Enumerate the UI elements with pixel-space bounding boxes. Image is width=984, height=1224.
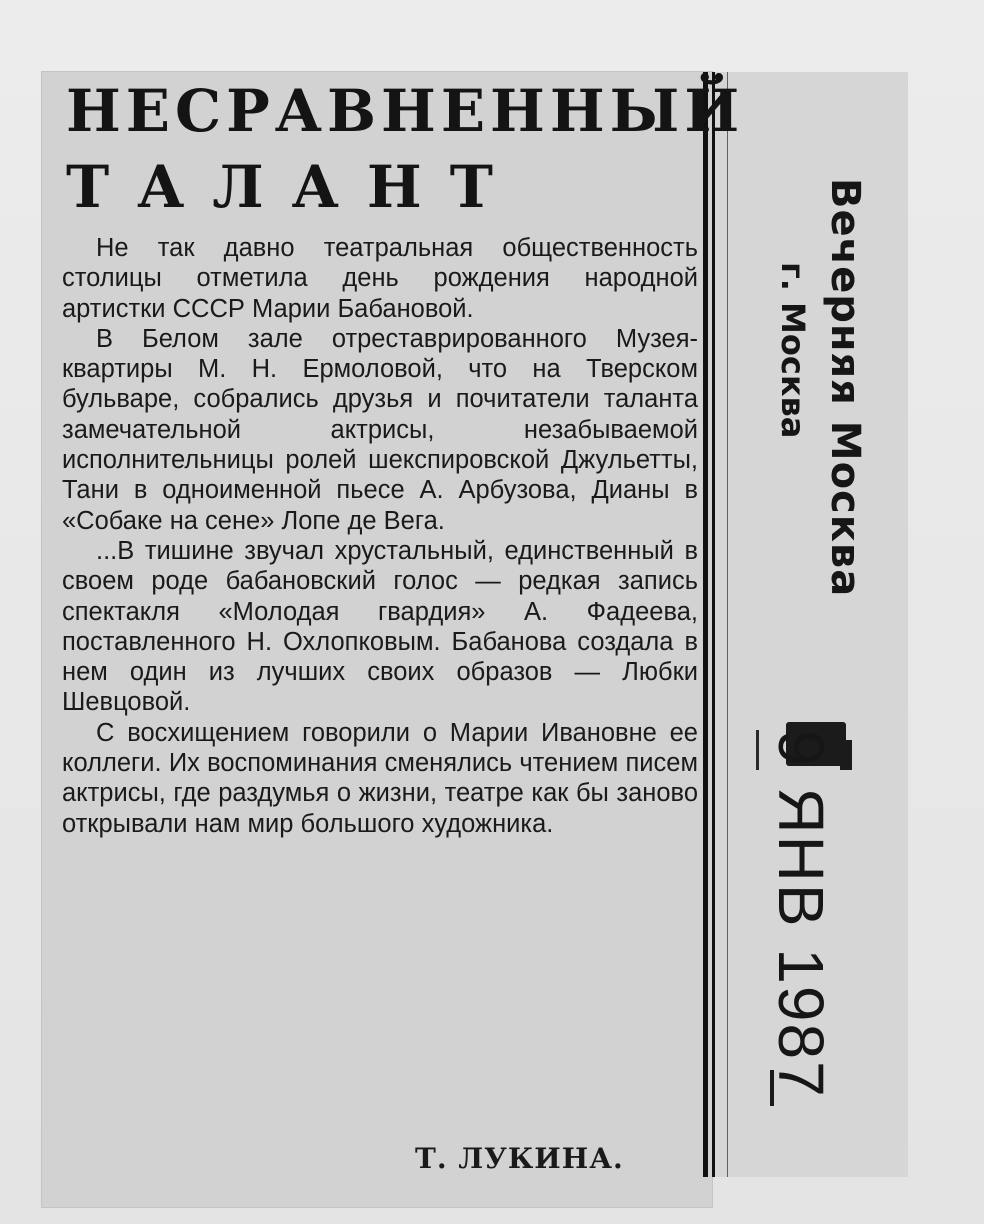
article-paragraph-3: ...В тишине звучал хрустальный, единственный в своем роде бабановский голос — редкая запись спектакля «Молодая гвардия» А. Фадеева, поставленного Н. Охлопковым. Бабанова создала в нем один из лучших своих образов — Любки Шевцовой. [62,536,698,717]
divider-rule [703,72,708,1177]
date-stamp: 9 ЯНВ 1987 [765,730,837,1099]
article-paragraph-4: С восхищением говорили о Марии Ивановне ее коллеги. Их воспоминания сменялись чтением писем актрисы, где раздумья о жизни, театре как бы заново открывали нам мир большого художника. [62,718,698,838]
article-paragraph-1: Не так давно театральная общественность столицы отметила день рождения народной артистки СССР Марии Бабановой. [62,234,698,323]
headline-line-1: НЕСРАВНЕННЫЙ [66,77,745,145]
article-body [62,233,698,839]
city-stamp: г. Москва [774,262,812,439]
article-paragraph-2: В Белом зале отреставрированного Музея-квартиры М. Н. Ермоловой, что на Тверском бульваре, собрались друзья и почитатели таланта замечательной актрисы, незабываемой исполнительницы ролей шекспировской Джульетты, Тани в одноименной пьесе А. Арбузова, Дианы в «Собаке на сене» Лопе де Вега. [62,324,698,535]
ink-blot [840,740,852,770]
newspaper-name-stamp: Вечерняя Москва [822,178,868,598]
headline-line-2: ТАЛАНТ [66,153,521,221]
article-headline [66,77,745,224]
ink-mark [756,730,759,770]
divider-rule [727,72,728,1177]
divider-rule [712,72,715,1177]
author-signature: Т. ЛУКИНА. [415,1142,624,1175]
